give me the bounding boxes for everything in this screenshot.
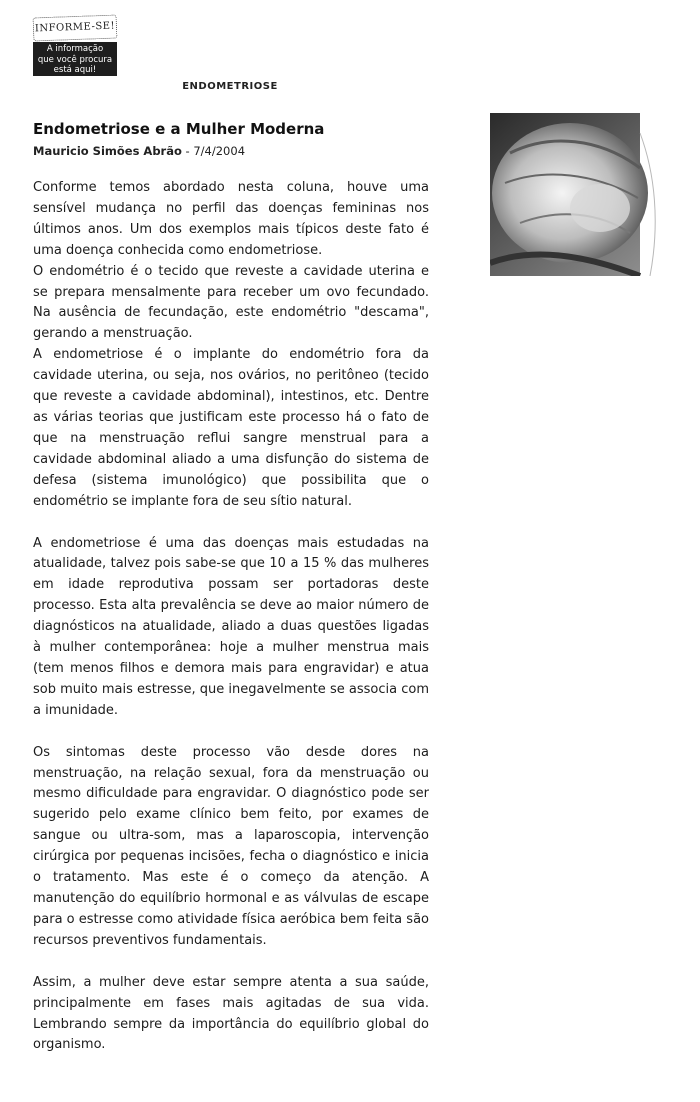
body-paragraph: Os sintomas deste processo vão desde dores na menstruação, na relação sexual, fora da menstruação ou mesmo dificuldade para engravidar. O diagnóstico pode ser sugerido pelo exame clínico bem feito, por exames de sangue ou ultra-som, mas a laparoscopia, intervenção cirúrgica por pequenas incisões, fecha o diagnóstico e inicia o tratamento. Mas este é o começo da atenção. A manutenção do equilíbrio hormonal e as válvulas de escape para o estresse como atividade física aeróbica bem feita são recursos preventivos fundamentais. <box>33 744 429 948</box>
article-body <box>33 178 429 1056</box>
site-logo <box>33 16 117 76</box>
byline-separator: - <box>185 144 194 158</box>
body-paragraph: Assim, a mulher deve estar sempre atenta a sua saúde, principalmente em fases mais agitadas de sua vida. Lembrando sempre da importância do equilíbrio global do organismo. <box>33 974 429 1053</box>
logo-tagline <box>33 42 117 76</box>
logo-tagline-line: está aqui! <box>53 65 97 75</box>
logo-tagline-line: que você procura <box>37 54 113 65</box>
author-name: Mauricio Simões Abrão <box>33 144 182 158</box>
publish-date: 7/4/2004 <box>193 144 246 158</box>
section-label: ENDOMETRIOSE <box>182 81 278 92</box>
article-title: Endometriose e a Mulher Moderna <box>33 120 325 138</box>
body-paragraph: A endometriose é o implante do endométrio fora da cavidade uterina, ou seja, nos ovários, no peritôneo (tecido que reveste a cavidade abdominal), intestinos, etc. Dentre as várias teorias que justificam este processo há o fato de que na menstruação reflui sangre menstrual para a cavidade abdominal aliado a uma disfunção do sistema de defesa (sistema imunológico) que possibilita que o endométrio se implante fora de seu sítio natural. <box>33 347 429 509</box>
body-paragraph: O endométrio é o tecido que reveste a cavidade uterina e se prepara mensalmente para receber um ovo fecundado. Na ausência de fecundação, este endométrio "descama", gerando a menstruação. <box>33 263 429 342</box>
body-paragraph: Conforme temos abordado nesta coluna, houve uma sensível mudança no perfil das doenças femininas nos últimos anos. Um dos exemplos mais típicos deste fato é uma doença conhecida como endometriose. <box>33 180 429 258</box>
article-photo <box>490 113 681 276</box>
logo-stamp-text: INFORME-SE! <box>33 15 118 42</box>
byline <box>33 144 245 158</box>
body-paragraph: A endometriose é uma das doenças mais estudadas na atualidade, talvez pois sabe-se que 10 a 15 % das mulheres em idade reprodutiva possam ser portadoras deste processo. Esta alta prevalência se deve ao maior número de diagnósticos na atualidade, aliado a duas questões ligadas à mulher contemporânea: hoje a mulher menstrua mais (tem menos filhos e demora mais para engravidar) e atua sob muito mais estresse, que inegavelmente se associa com a imunidade. <box>33 535 429 718</box>
logo-tagline-line: A informação <box>46 44 104 54</box>
